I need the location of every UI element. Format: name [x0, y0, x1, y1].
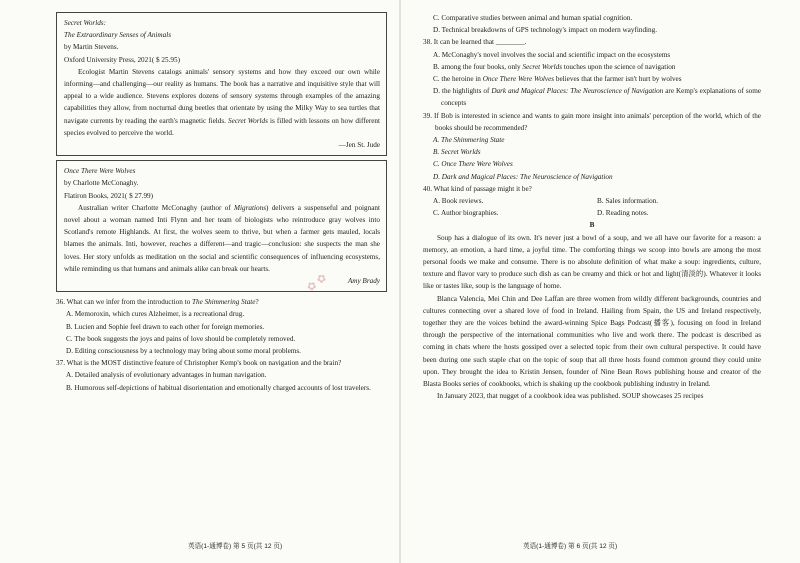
option-d: D. Dark and Magical Places: The Neuroscience of Navigation — [433, 172, 613, 181]
option-c: C. Comparative studies between animal and human spatial cognition. — [433, 14, 633, 22]
question-38 — [423, 36, 761, 109]
page-fold — [399, 0, 401, 563]
option-b: B. Humorous self-depictions of habitual disorientation and emotionally charged accounts of lost travelers. — [66, 383, 371, 392]
left-column — [56, 12, 387, 394]
option-a: A. Detailed analysis of evolutionary advantages in human navigation. — [66, 371, 267, 380]
question-39 — [423, 110, 761, 183]
options-grid — [433, 195, 761, 219]
watermark-stamp: ✿ ✿ — [304, 271, 330, 295]
review-box-wolves — [56, 160, 387, 295]
right-column — [423, 12, 761, 403]
page-footer-right: 英语(1-通博卷) 第 6 页(共 12 页) — [523, 543, 618, 550]
review-title: Once There Were Wolves — [64, 167, 136, 176]
option-c: C. Once There Were Wolves — [433, 160, 513, 169]
review-author: by Martin Stevens. — [64, 43, 119, 52]
review-body: Australian writer Charlotte McConaghy (author of Migrations) delivers a suspenseful and poignant novel about a woman named Inti Flynn and her team of biologists who reintroduce gray wolves into Scotland's remote Highlands. At first, the wolves seem to thrive, but when a farmer gets mauled, locals blames the animals. Inti, however, reaches a different—and tragic—conclusion: she suspects the man she loves. Her story unfolds as meditation on the social and scientific consequences of influencing ecosystems, while reminding us that humans and animals alike can break our hearts. — [64, 203, 381, 273]
option-a: A. Memoroxin, which cures Alzheimer, is a recreational drug. — [66, 310, 245, 319]
option-d: D. the highlights of Dark and Magical Places: The Neuroscience of Navigation are Kemp's explanations of some concepts — [433, 87, 761, 108]
option-b: B. Secret Worlds — [433, 148, 481, 157]
review-box-secret-worlds — [56, 12, 387, 156]
question-stem: 38. It can be learned that ________. — [423, 38, 527, 47]
option-a: A. The Shimmering State — [433, 136, 505, 145]
option-d: D. Technical breakdowns of GPS technology's impact on modern wayfinding. — [433, 26, 658, 35]
question-stem: 40. What kind of passage might it be? — [423, 184, 532, 193]
question-stem: 37. What is the MOST distinctive feature of Christopher Kemp's book on navigation and the brain? — [56, 359, 342, 368]
passage-paragraph-3: In January 2023, that nugget of a cookbook idea was published. SOUP showcases 25 recipes — [437, 392, 704, 401]
review-publisher: Flatiron Books, 2021( $ 27.99) — [64, 191, 154, 200]
option-b: B. Lucien and Sophie feel drawn to each other for foreign memories. — [66, 322, 265, 331]
page-footer-left: 英语(1-通博卷) 第 5 页(共 12 页) — [188, 543, 283, 550]
option-c: C. the heroine in Once There Were Wolves believes that the farmer isn't hurt by wolves — [433, 75, 682, 84]
passage-paragraph-2: Blanca Valencia, Mei Chin and Dee Laffan are three women from wildly different backgrounds, countries and cultures connecting over a shared love of food in Ireland. Hailing from Spain, the US and Ireland respectively, together they are the voices behind the award-winning Spice Bags Podcast(播客), focusing on food in Ireland through the perspective of the international communities who live and work there. The podcast is described as coming in chats where the hosts gossiped over a selected topic from their own cultural perspective. It could have been during one such staple chat on the topic of soup that all three hosts found common ground they could unite upon. They brought the idea to Kristin Jensen, founder of Nine Bean Rows publishing house and creator of the Blasta Books series of cookbooks, which is shaking up the cookbook publishing industry in Ireland. — [423, 294, 761, 389]
option-c: C. Author biographies. — [433, 209, 499, 218]
option-d: D. Editing consciousness by a technology may bring about some moral problems. — [66, 347, 301, 356]
option-a: A. McConaghy's novel involves the social and scientific impact on the ecosystems — [433, 50, 671, 59]
review-publisher: Oxford University Press, 2021( $ 25.95) — [64, 55, 180, 64]
question-stem: 39. If Bob is interested in science and wants to gain more insight into animals' perception of the world, which of the books should be recommended? — [423, 111, 761, 132]
section-label: B — [589, 221, 595, 230]
review-body: Ecologist Martin Stevens catalogs animals' sensory systems and how they exceed our own while informing—and challenging—our reality as humans. The book has a narrative and inquisitive style that will appeal to a wide audience. Stevens explores dozens of sensory systems through examples of the amazing capabilities they allow, from nocturnal dung beetles that orientate by using the Milky Way to sea turtles that navigate currents by reading the earth's magnetic fields. Secret Worlds is filled with lessons on how different species evolved to perceive the world. — [64, 67, 380, 137]
review-signature: Amy Brady — [347, 277, 380, 286]
review-signature: —Jen St. Jude — [338, 141, 380, 150]
option-b: B. Sales information. — [597, 197, 659, 206]
question-40 — [423, 183, 761, 220]
review-subtitle: The Extraordinary Senses of Animals — [64, 31, 172, 40]
question-36 — [56, 296, 387, 357]
review-author: by Charlotte McConaghy. — [64, 179, 139, 188]
question-37 — [56, 357, 387, 394]
review-title: Secret Worlds: — [64, 19, 106, 27]
option-c: C. The book suggests the joys and pains of love should be completely removed. — [66, 334, 296, 343]
question-stem: 36. What can we infer from the introduction to The Shimmering State? — [56, 298, 259, 307]
passage-paragraph-1: Soup has a dialogue of its own. It's never just a bowl of a soup, and we all have our favorite for a reason: a memory, an emotion, a hard time, a joyful time. The comforting things we scoop into bowls are among the most personal foods we make and consume. There is no absolute definition of what make a soup: ingredients, culture, texture and flavor vary to produce such dish as can be creamy and thick or hot and light(清淡的). Whatever it looks like or tastes like, soup is the language of home. — [423, 233, 761, 291]
option-b: B. among the four books, only Secret Worlds touches upon the science of navigation — [433, 62, 676, 71]
option-d: D. Reading notes. — [597, 209, 649, 218]
option-a: A. Book reviews. — [433, 197, 484, 206]
